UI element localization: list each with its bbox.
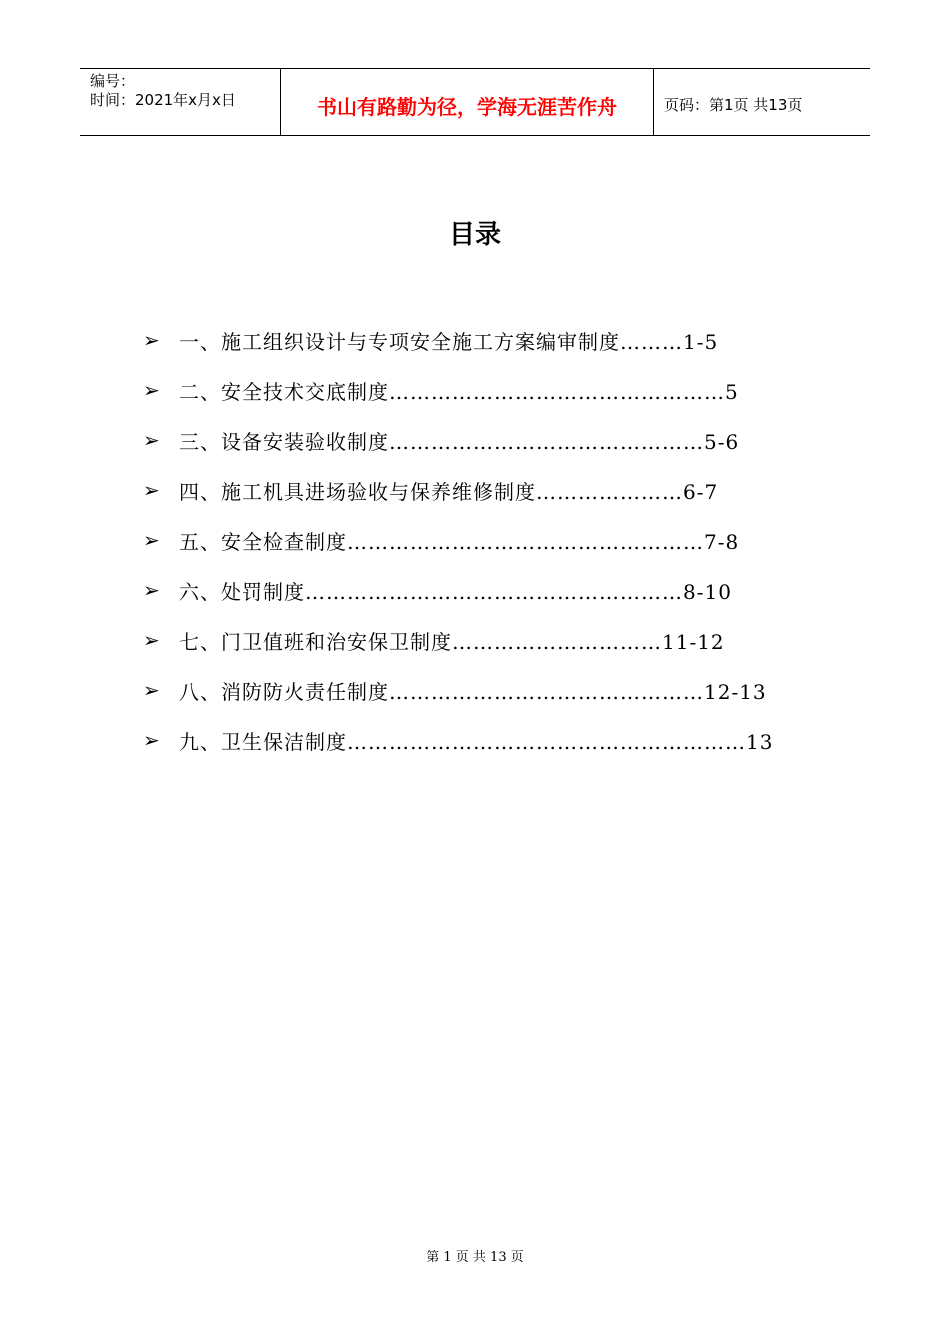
arrow-bullet-icon: ➢ bbox=[143, 578, 161, 602]
arrow-bullet-icon: ➢ bbox=[143, 528, 161, 552]
header-page-info: 页码：第1页 共13页 bbox=[664, 95, 803, 114]
document-number-label: 编号： bbox=[90, 72, 136, 90]
page-footer: 第 1 页 共 13 页 bbox=[426, 1250, 524, 1265]
header-meta-cell bbox=[80, 69, 281, 135]
toc-item[interactable] bbox=[143, 315, 823, 365]
toc-item[interactable] bbox=[143, 415, 823, 465]
toc-item[interactable] bbox=[143, 665, 823, 715]
toc-item-text: 六、处罚制度………………………………………………8-10 bbox=[179, 579, 732, 604]
arrow-bullet-icon: ➢ bbox=[143, 678, 161, 702]
arrow-bullet-icon: ➢ bbox=[143, 328, 161, 352]
toc-item-text: 三、设备安装验收制度………………………………………5-6 bbox=[179, 429, 740, 454]
page-title: 目录 bbox=[448, 220, 501, 250]
toc-item[interactable] bbox=[143, 565, 823, 615]
arrow-bullet-icon: ➢ bbox=[143, 728, 161, 752]
toc-item-text: 二、安全技术交底制度…………………………………………5 bbox=[179, 379, 739, 404]
toc-item-text: 五、安全检查制度……………………………………………7-8 bbox=[179, 529, 740, 554]
toc-item-text: 一、施工组织设计与专项安全施工方案编审制度………1-5 bbox=[179, 329, 719, 354]
toc-item-text: 七、门卫值班和治安保卫制度…………………………11-12 bbox=[179, 629, 725, 654]
toc-item-text: 四、施工机具进场验收与保养维修制度…………………6-7 bbox=[179, 479, 719, 504]
toc-item[interactable] bbox=[143, 715, 823, 765]
document-time-label: 时间：2021年x月x日 bbox=[90, 91, 236, 109]
toc-item-text: 八、消防防火责任制度………………………………………12-13 bbox=[179, 679, 767, 704]
arrow-bullet-icon: ➢ bbox=[143, 428, 161, 452]
header-motto: 书山有路勤为径，学海无涯苦作舟 bbox=[281, 69, 654, 135]
arrow-bullet-icon: ➢ bbox=[143, 478, 161, 502]
toc-item[interactable] bbox=[143, 615, 823, 665]
toc-item[interactable] bbox=[143, 515, 823, 565]
arrow-bullet-icon: ➢ bbox=[143, 628, 161, 652]
page-header bbox=[80, 68, 870, 136]
toc-item[interactable] bbox=[143, 365, 823, 415]
toc-item[interactable] bbox=[143, 465, 823, 515]
toc-item-text: 九、卫生保洁制度…………………………………………………13 bbox=[179, 729, 774, 754]
table-of-contents bbox=[143, 315, 823, 765]
arrow-bullet-icon: ➢ bbox=[143, 378, 161, 402]
